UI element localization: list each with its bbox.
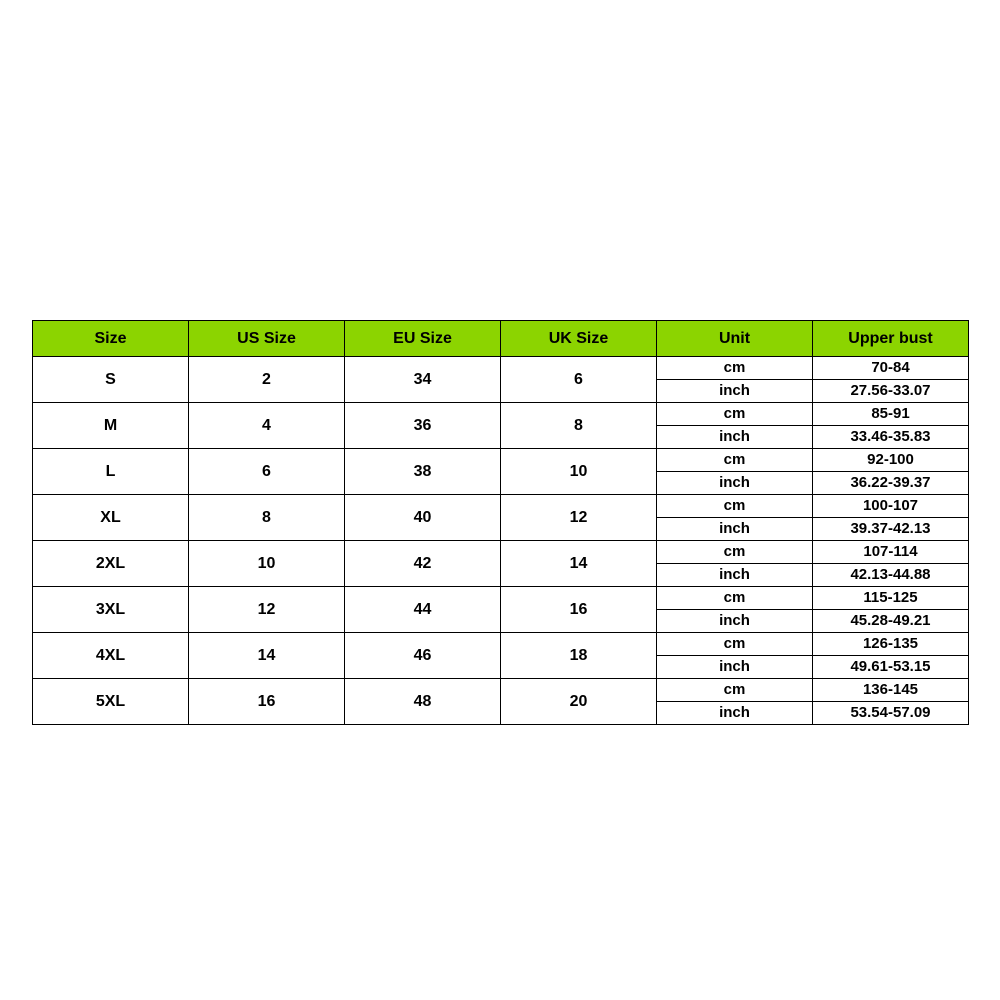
table-row xyxy=(33,449,969,472)
uk-size-cell: 6 xyxy=(501,357,657,403)
size-cell: XL xyxy=(33,495,189,541)
eu-size-cell: 44 xyxy=(345,587,501,633)
table-row xyxy=(33,541,969,564)
header-unit: Unit xyxy=(657,321,813,357)
upper-bust-cm-cell: 85-91 xyxy=(813,403,969,426)
header-uk-size: UK Size xyxy=(501,321,657,357)
unit-inch-cell: inch xyxy=(657,564,813,587)
upper-bust-inch-cell: 49.61-53.15 xyxy=(813,656,969,679)
uk-size-cell: 16 xyxy=(501,587,657,633)
unit-cm-cell: cm xyxy=(657,495,813,518)
unit-cm-cell: cm xyxy=(657,403,813,426)
table-row xyxy=(33,679,969,702)
unit-cm-cell: cm xyxy=(657,633,813,656)
eu-size-cell: 40 xyxy=(345,495,501,541)
upper-bust-cm-cell: 136-145 xyxy=(813,679,969,702)
eu-size-cell: 36 xyxy=(345,403,501,449)
upper-bust-inch-cell: 53.54-57.09 xyxy=(813,702,969,725)
table-row xyxy=(33,403,969,426)
size-cell: 4XL xyxy=(33,633,189,679)
unit-cm-cell: cm xyxy=(657,587,813,610)
eu-size-cell: 38 xyxy=(345,449,501,495)
upper-bust-inch-cell: 39.37-42.13 xyxy=(813,518,969,541)
eu-size-cell: 48 xyxy=(345,679,501,725)
unit-cm-cell: cm xyxy=(657,679,813,702)
unit-inch-cell: inch xyxy=(657,702,813,725)
eu-size-cell: 34 xyxy=(345,357,501,403)
unit-cm-cell: cm xyxy=(657,541,813,564)
size-cell: 2XL xyxy=(33,541,189,587)
uk-size-cell: 10 xyxy=(501,449,657,495)
size-cell: 5XL xyxy=(33,679,189,725)
size-cell: S xyxy=(33,357,189,403)
upper-bust-inch-cell: 45.28-49.21 xyxy=(813,610,969,633)
us-size-cell: 16 xyxy=(189,679,345,725)
size-chart-table xyxy=(32,320,969,725)
upper-bust-cm-cell: 92-100 xyxy=(813,449,969,472)
size-cell: M xyxy=(33,403,189,449)
us-size-cell: 2 xyxy=(189,357,345,403)
uk-size-cell: 12 xyxy=(501,495,657,541)
unit-inch-cell: inch xyxy=(657,518,813,541)
table-row xyxy=(33,633,969,656)
unit-inch-cell: inch xyxy=(657,472,813,495)
eu-size-cell: 46 xyxy=(345,633,501,679)
upper-bust-cm-cell: 115-125 xyxy=(813,587,969,610)
us-size-cell: 12 xyxy=(189,587,345,633)
header-row xyxy=(33,321,969,357)
table-row xyxy=(33,495,969,518)
table-header xyxy=(33,321,969,357)
header-size: Size xyxy=(33,321,189,357)
us-size-cell: 6 xyxy=(189,449,345,495)
upper-bust-inch-cell: 27.56-33.07 xyxy=(813,380,969,403)
us-size-cell: 14 xyxy=(189,633,345,679)
unit-cm-cell: cm xyxy=(657,449,813,472)
size-cell: 3XL xyxy=(33,587,189,633)
uk-size-cell: 20 xyxy=(501,679,657,725)
upper-bust-inch-cell: 36.22-39.37 xyxy=(813,472,969,495)
upper-bust-cm-cell: 126-135 xyxy=(813,633,969,656)
unit-inch-cell: inch xyxy=(657,610,813,633)
table-row xyxy=(33,587,969,610)
unit-inch-cell: inch xyxy=(657,380,813,403)
unit-inch-cell: inch xyxy=(657,656,813,679)
size-cell: L xyxy=(33,449,189,495)
header-eu-size: EU Size xyxy=(345,321,501,357)
us-size-cell: 10 xyxy=(189,541,345,587)
uk-size-cell: 8 xyxy=(501,403,657,449)
upper-bust-inch-cell: 33.46-35.83 xyxy=(813,426,969,449)
us-size-cell: 8 xyxy=(189,495,345,541)
upper-bust-cm-cell: 70-84 xyxy=(813,357,969,380)
upper-bust-cm-cell: 107-114 xyxy=(813,541,969,564)
uk-size-cell: 14 xyxy=(501,541,657,587)
unit-cm-cell: cm xyxy=(657,357,813,380)
header-us-size: US Size xyxy=(189,321,345,357)
upper-bust-cm-cell: 100-107 xyxy=(813,495,969,518)
header-upper-bust: Upper bust xyxy=(813,321,969,357)
us-size-cell: 4 xyxy=(189,403,345,449)
table-row xyxy=(33,357,969,380)
uk-size-cell: 18 xyxy=(501,633,657,679)
table-body xyxy=(33,357,969,725)
unit-inch-cell: inch xyxy=(657,426,813,449)
upper-bust-inch-cell: 42.13-44.88 xyxy=(813,564,969,587)
eu-size-cell: 42 xyxy=(345,541,501,587)
